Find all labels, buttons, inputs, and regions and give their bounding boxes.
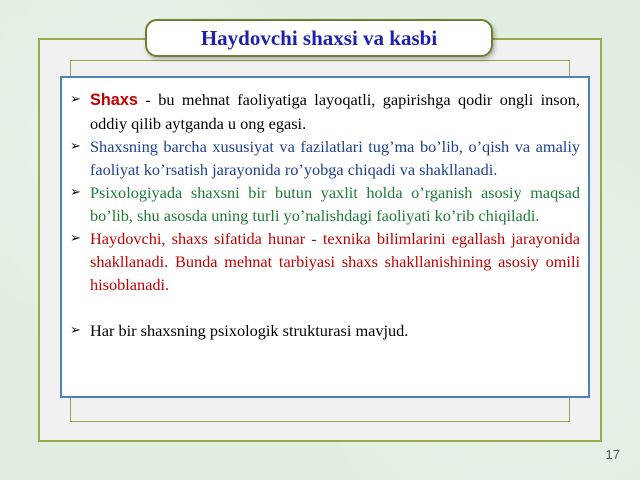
arrowhead-bullet-icon: ➢: [70, 92, 81, 107]
arrowhead-bullet-icon: ➢: [70, 139, 81, 154]
bullet-item-2: [68, 135, 580, 181]
bullet-item-1: [68, 88, 580, 135]
slide-title: Haydovchi shaxsi va kasbi: [145, 19, 493, 57]
bullet-item-3: [68, 181, 580, 227]
bullet-text-3: Psixologiyada shaxsni bir butun yaxlit holda o’rganish asosiy maqsad bo’lib, shu asosda uning turli yo’nalishdagi faoliyati ko’rib chiqiladi.: [90, 183, 580, 225]
arrowhead-bullet-icon: ➢: [70, 231, 81, 246]
bullet-text-5: Har bir shaxsning psixologik strukturasi mavjud.: [90, 321, 409, 340]
bullet-text-4: Haydovchi, shaxs sifatida hunar - texnika bilimlarini egallash jarayonida shakllanadi. Bunda mehnat tarbiyasi shaxs shakllanishining asosiy omili hisoblanadi.: [90, 229, 580, 294]
arrowhead-bullet-icon: ➢: [70, 185, 81, 200]
page-number: 17: [605, 447, 620, 462]
bullet-text-2: Shaxsning barcha xususiyat va fazilatlari tug’ma bo’lib, o’qish va amaliy faoliyat ko’rsatish jarayonida ro’yobga chiqadi va shakllanadi.: [90, 137, 580, 179]
arrowhead-bullet-icon: ➢: [70, 323, 81, 338]
term-shaxs: Shaxs: [90, 91, 138, 109]
bullet-text-1: - bu mehnat faoliyatiga layoqatli, gapirishga qodir ongli inson, oddiy qilib aytganda u ong egasi.: [90, 90, 580, 133]
content-box: [60, 76, 590, 398]
spacer: [68, 296, 580, 319]
bullet-item-5: [68, 319, 580, 342]
bullet-item-4: [68, 227, 580, 296]
